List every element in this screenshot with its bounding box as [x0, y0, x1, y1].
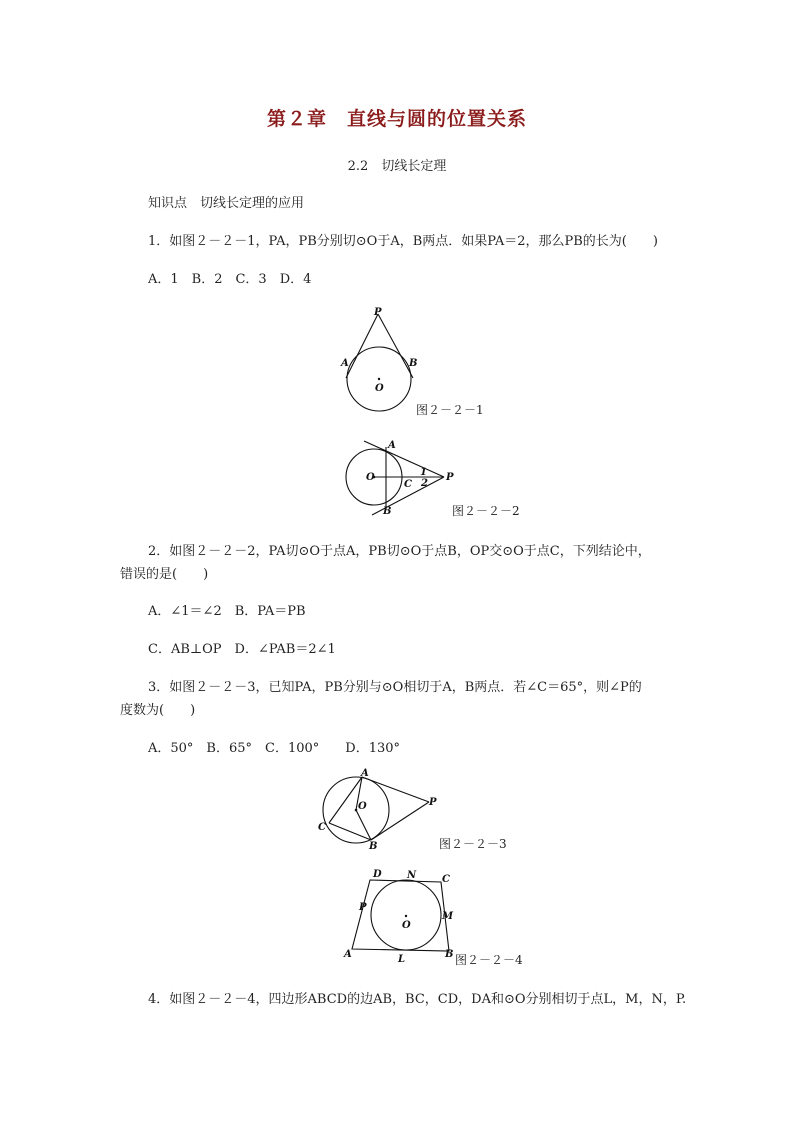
label-A: A — [344, 949, 352, 960]
label-O: O — [366, 472, 375, 483]
question-2-stem-line-2: 错误的是( ) — [120, 567, 209, 582]
label-O: O — [375, 383, 384, 394]
label-B: B — [409, 358, 418, 369]
page-title: 第２章 直线与圆的位置关系 — [266, 108, 527, 130]
label-C: C — [318, 822, 326, 833]
label-N: N — [407, 870, 417, 881]
figure-2-2-1-caption: 图２－２－1 — [416, 403, 484, 417]
question-2-stem-line-1: 2．如图２－２－2，PA切⊙O于点A，PB切⊙O于点B，OP交⊙O于点C，下列结论中， — [148, 544, 651, 559]
question-3-stem-line-1: 3．如图２－２－3，已知PA，PB分别与⊙O相切于A，B两点．若∠C＝65°，则∠P的 — [148, 680, 642, 695]
label-angle-2: 2 — [421, 478, 428, 489]
question-4-stem: 4．如图２－２－4，四边形ABCD的边AB，BC，CD，DA和⊙O分别相切于点L，M，N，P. — [148, 992, 687, 1007]
label-O: O — [402, 920, 411, 931]
question-1-options: A．1 B．2 C．3 D．4 — [148, 272, 312, 287]
label-P: P — [429, 797, 437, 808]
label-L: L — [398, 954, 406, 965]
question-3-options: A．50° B．65° C．100° D．130° — [148, 741, 401, 756]
figure-2-2-1 — [336, 300, 426, 415]
figure-2-2-3 — [314, 765, 444, 850]
label-P: P — [374, 307, 382, 318]
knowledge-point-heading: 知识点 切线长定理的应用 — [148, 196, 305, 211]
figure-2-2-2-caption: 图２－２－2 — [452, 504, 520, 518]
figure-2-2-4-caption: 图２－２－4 — [455, 953, 523, 967]
label-P: P — [359, 902, 367, 913]
label-angle-1: 1 — [420, 467, 427, 478]
label-P: P — [446, 472, 454, 483]
label-C: C — [404, 479, 412, 490]
section-subtitle: 2.2 切线长定理 — [347, 159, 447, 174]
figure-2-2-4 — [340, 865, 460, 965]
label-B: B — [383, 506, 392, 517]
question-3-stem-line-2: 度数为( ) — [120, 703, 196, 718]
label-A: A — [361, 768, 369, 779]
label-D: D — [373, 869, 382, 880]
question-2-options-line-1: A．∠1＝∠2 B．PA＝PB — [148, 604, 306, 619]
label-O: O — [358, 801, 367, 812]
label-B: B — [445, 949, 454, 960]
question-1-stem: 1．如图２－２－1，PA，PB分别切⊙O于A，B两点．如果PA＝2，那么PB的长为( ) — [148, 234, 658, 249]
label-A: A — [341, 358, 349, 369]
label-C: C — [442, 874, 450, 885]
label-B: B — [369, 841, 378, 850]
figure-2-2-3-caption: 图２－２－3 — [439, 837, 507, 851]
label-M: M — [442, 911, 454, 922]
label-A: A — [388, 440, 396, 451]
question-2-options-line-2: C．AB⊥OP D．∠PAB＝2∠1 — [148, 642, 336, 657]
figure-2-2-2 — [336, 435, 461, 520]
